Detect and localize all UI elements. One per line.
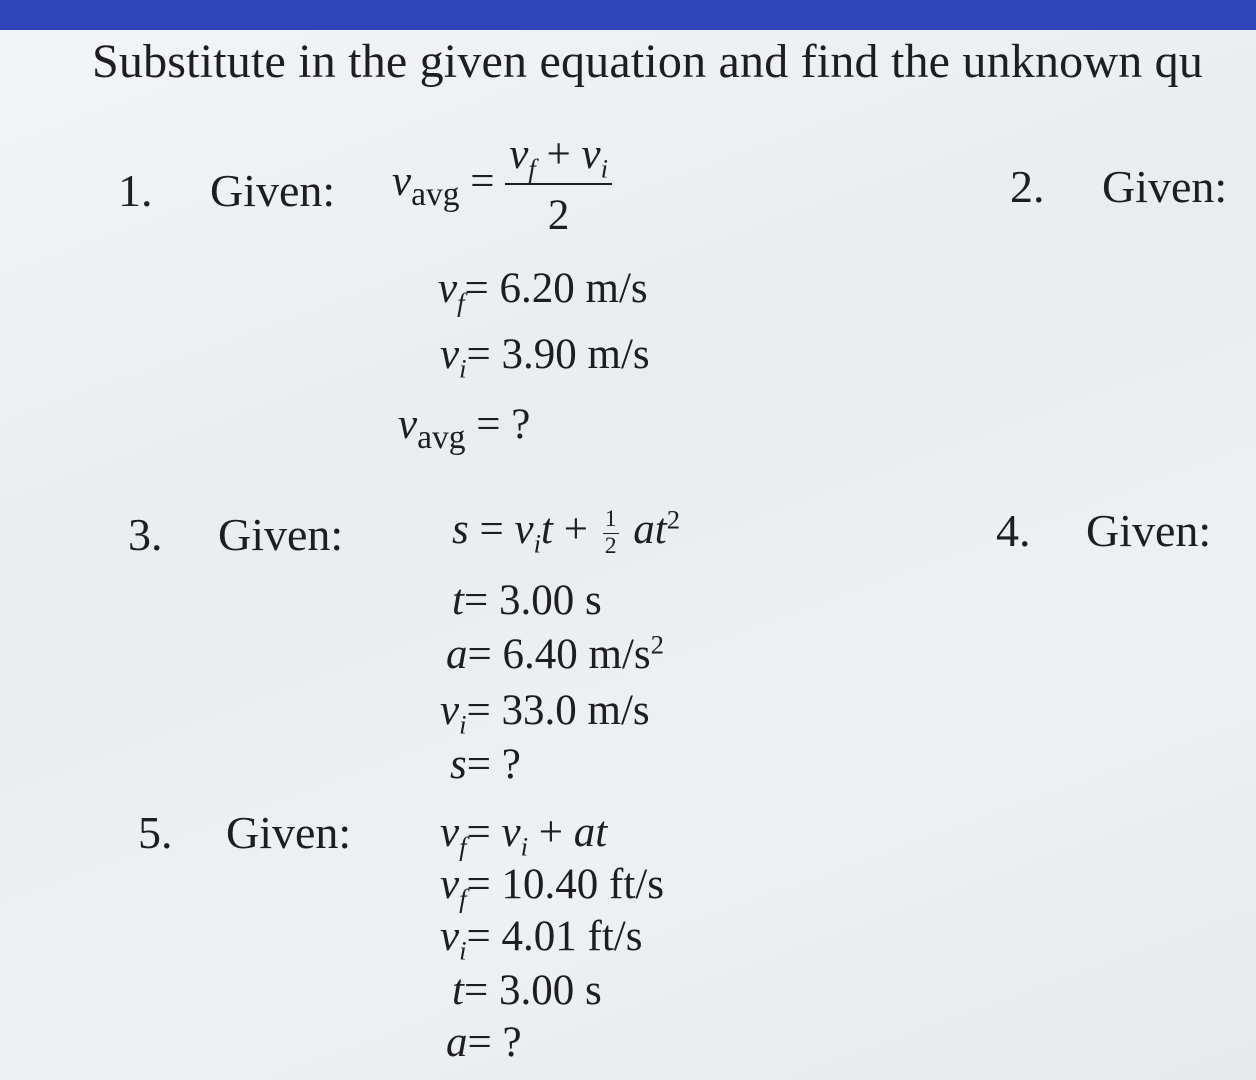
problem-5-line-vi: $v_i= 4.01$ ft/s — [440, 913, 643, 966]
problem-1-number: 1. — [118, 165, 153, 216]
problem-2-given-label: Given: — [1102, 161, 1228, 212]
problem-3-line-a: a= 6.40 $m/s^2$ — [446, 629, 664, 678]
problem-1-line-vi: $v_i= 3.90$ m/s — [440, 331, 650, 384]
problem-3-line-vi: $v_i= 33.0$ m/s — [440, 687, 650, 740]
top-bar — [0, 0, 1256, 30]
problem-5-line-vf: $v_f= 10.40$ ft/s — [440, 861, 664, 914]
problem-4-number: 4. — [996, 505, 1031, 556]
problem-5-number: 5. — [138, 807, 173, 858]
problem-2-number: 2. — [1010, 161, 1045, 212]
problem-5-given-label: Given: — [226, 807, 352, 858]
problem-5-line-t: t= 3.00 s — [452, 967, 602, 1014]
fraction: $\frac{v_f + v_i}{2}$ — [505, 130, 612, 240]
problem-4-given-label: Given: — [1086, 505, 1212, 556]
problem-3-formula: $s = v_it$ + $\frac{1}{2}$ $at^2$ — [452, 504, 681, 559]
problem-1-formula: $v_{avg}$ = $\frac{v_f + v_i}{2}$ — [392, 130, 612, 240]
problem-3-line-s: s= ? — [450, 741, 521, 788]
fraction: $\frac{1}{2}$ — [604, 505, 617, 559]
problem-3-line-t: t= 3.00 s — [452, 577, 602, 624]
problem-3-number: 3. — [128, 509, 163, 560]
problem-5-formula: $v_f= v_i$ + at — [440, 809, 608, 862]
page-title: Substitute in the given equation and find the unknown qu — [92, 35, 1204, 88]
problem-1-line-vavg: $v_{avg}$ = ? — [398, 401, 531, 457]
problem-1-line-vf: $v_f= 6.20$ m/s — [438, 265, 648, 318]
problem-3-given-label: Given: — [218, 509, 344, 560]
problem-5-line-a: a= ? — [446, 1019, 522, 1066]
problem-1-given-label: Given: — [210, 165, 336, 216]
